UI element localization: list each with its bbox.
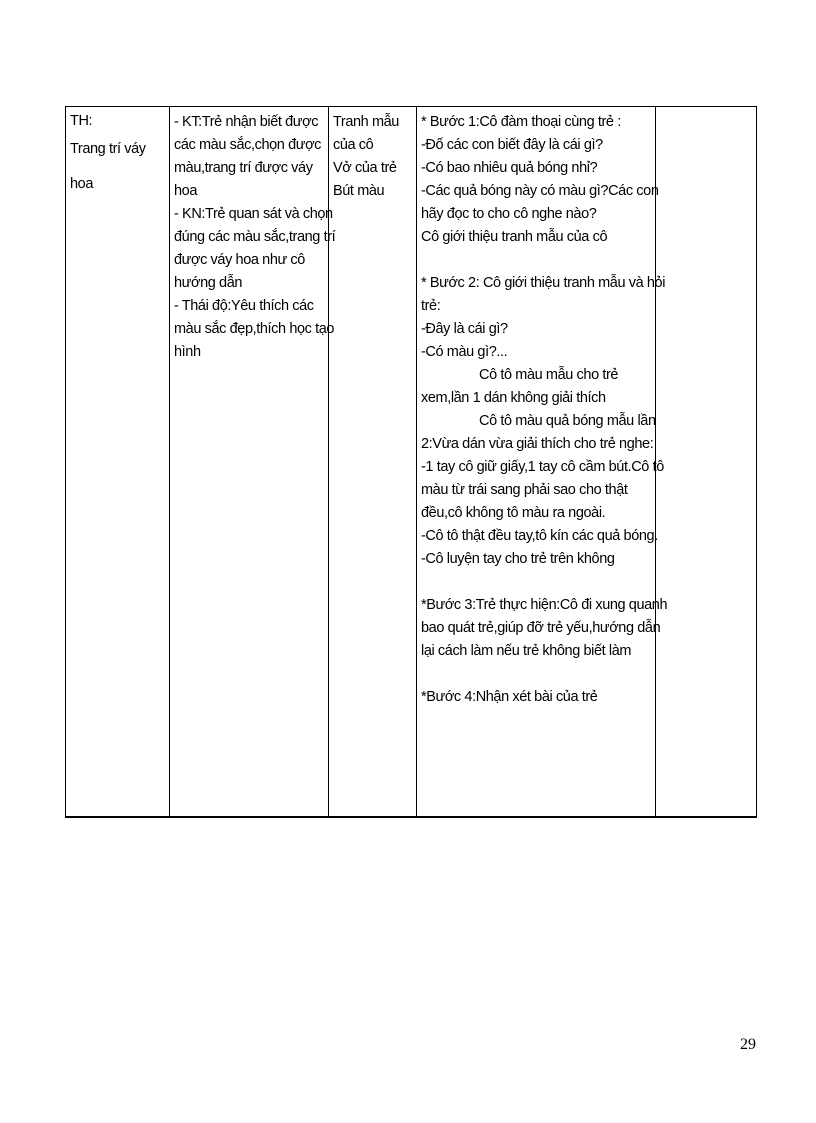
material-line: Tranh mẫu [333, 114, 399, 130]
objective-line: - KN:Trẻ quan sát và chọn [174, 206, 333, 222]
procedure-line: Cô tô màu quả bóng mẫu lần [479, 413, 656, 429]
objective-line: hoa [174, 183, 197, 199]
procedure-line: *Bước 3:Trẻ thực hiện:Cô đi xung quanh [421, 597, 668, 613]
blank-line [421, 249, 651, 272]
procedure-line: * Bước 2: Cô giới thiệu tranh mẫu và hỏi [421, 275, 666, 291]
objective-line: - Thái độ:Yêu thích các [174, 298, 314, 314]
activity-label: TH: [70, 113, 93, 129]
procedure-line: -Có bao nhiêu quả bóng nhỉ? [421, 160, 598, 176]
procedure-line: trẻ: [421, 298, 441, 314]
procedure-line: Cô tô màu mẫu cho trẻ [479, 367, 619, 383]
objective-line: đúng các màu sắc,trang trí [174, 229, 336, 245]
lesson-plan-table [65, 106, 757, 818]
objective-line: hướng dẫn [174, 275, 243, 291]
activity-title-line: hoa [70, 176, 93, 192]
objective-line: màu,trang trí được váy [174, 160, 313, 176]
material-line: Bút màu [333, 183, 385, 199]
procedure-line: lại cách làm nếu trẻ không biết làm [421, 643, 632, 659]
procedure-line: -1 tay cô giữ giấy,1 tay cô cầm bút.Cô tô [421, 459, 664, 475]
materials-cell [329, 107, 417, 818]
procedure-line: bao quát trẻ,giúp đỡ trẻ yếu,hướng dẫn [421, 620, 661, 636]
material-line: của cô [333, 137, 374, 153]
procedure-line: -Đố các con biết đây là cái gì? [421, 137, 603, 153]
objectives-cell [170, 107, 336, 818]
procedure-line: *Bước 4:Nhận xét bài của trẻ [421, 689, 598, 705]
procedure-line: * Bước 1:Cô đàm thoại cùng trẻ : [421, 114, 621, 130]
procedure-line: màu từ trái sang phải sao cho thật [421, 482, 628, 498]
procedure-line: đều,cô không tô màu ra ngoài. [421, 505, 606, 521]
procedure-line: -Có màu gì?... [421, 344, 508, 360]
objective-line: - KT:Trẻ nhận biết được [174, 114, 319, 130]
procedure-line: -Cô luyện tay cho trẻ trên không [421, 551, 615, 567]
procedure-line: -Đây là cái gì? [421, 321, 508, 337]
objective-line: được váy hoa như cô [174, 252, 305, 268]
procedure-line: Cô giới thiệu tranh mẫu của cô [421, 229, 608, 245]
table-row [66, 107, 757, 818]
blank-line [421, 571, 651, 594]
notes-cell [656, 107, 757, 818]
objective-line: các màu sắc,chọn được [174, 137, 322, 153]
blank-line [421, 663, 651, 686]
objective-line: màu sắc đẹp,thích học tạo [174, 321, 335, 337]
page-number: 29 [740, 1036, 756, 1053]
activity-name-cell [66, 107, 170, 818]
objective-line: hình [174, 344, 201, 360]
procedure-line: 2:Vừa dán vừa giải thích cho trẻ nghe: [421, 436, 654, 452]
procedure-line: xem,lần 1 dán không giải thích [421, 390, 606, 406]
procedure-line: -Các quả bóng này có màu gì?Các con [421, 183, 659, 199]
material-line: Vở của trẻ [333, 160, 397, 176]
procedure-line: -Cô tô thật đều tay,tô kín các quả bóng. [421, 528, 658, 544]
procedure-line: hãy đọc to cho cô nghe nào? [421, 206, 597, 222]
procedure-cell [417, 107, 668, 818]
activity-title-line: Trang trí váy [70, 141, 146, 157]
